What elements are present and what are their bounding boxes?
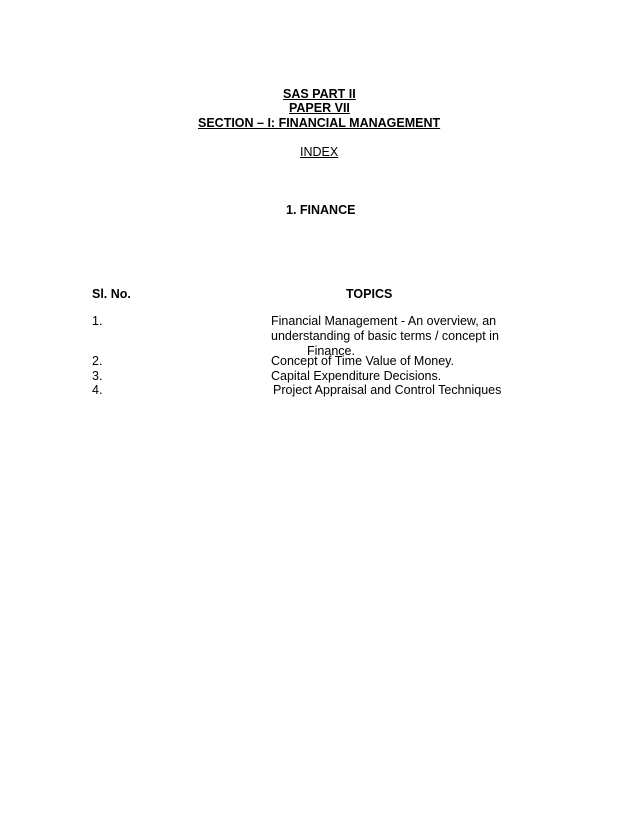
row-topic: [273, 383, 513, 398]
section-heading: SECTION – I: FINANCIAL MANAGEMENT: [198, 116, 441, 130]
row-topic: [271, 369, 511, 384]
row-number: 3.: [92, 369, 103, 383]
row-topic: [271, 314, 511, 359]
topic-line: Concept of Time Value of Money.: [271, 354, 454, 368]
topic-line: Finance.: [307, 344, 355, 358]
topic-line: Financial Management - An overview, an: [271, 314, 497, 328]
topic-line: Project Appraisal and Control Techniques: [273, 383, 502, 397]
paper-heading: PAPER VII: [289, 101, 350, 115]
column-header-topics: TOPICS: [346, 287, 393, 301]
topic-line: understanding of basic terms / concept in: [271, 329, 499, 343]
column-header-sl-no: Sl. No.: [92, 287, 131, 301]
chapter-title: 1. FINANCE: [286, 203, 356, 217]
row-number: 2.: [92, 354, 103, 368]
topic-line: Capital Expenditure Decisions.: [271, 369, 442, 383]
row-topic: [271, 354, 511, 369]
index-label: INDEX: [300, 145, 339, 159]
part-heading: SAS PART II: [283, 87, 356, 101]
row-number: 4.: [92, 383, 103, 397]
row-number: 1.: [92, 314, 103, 328]
